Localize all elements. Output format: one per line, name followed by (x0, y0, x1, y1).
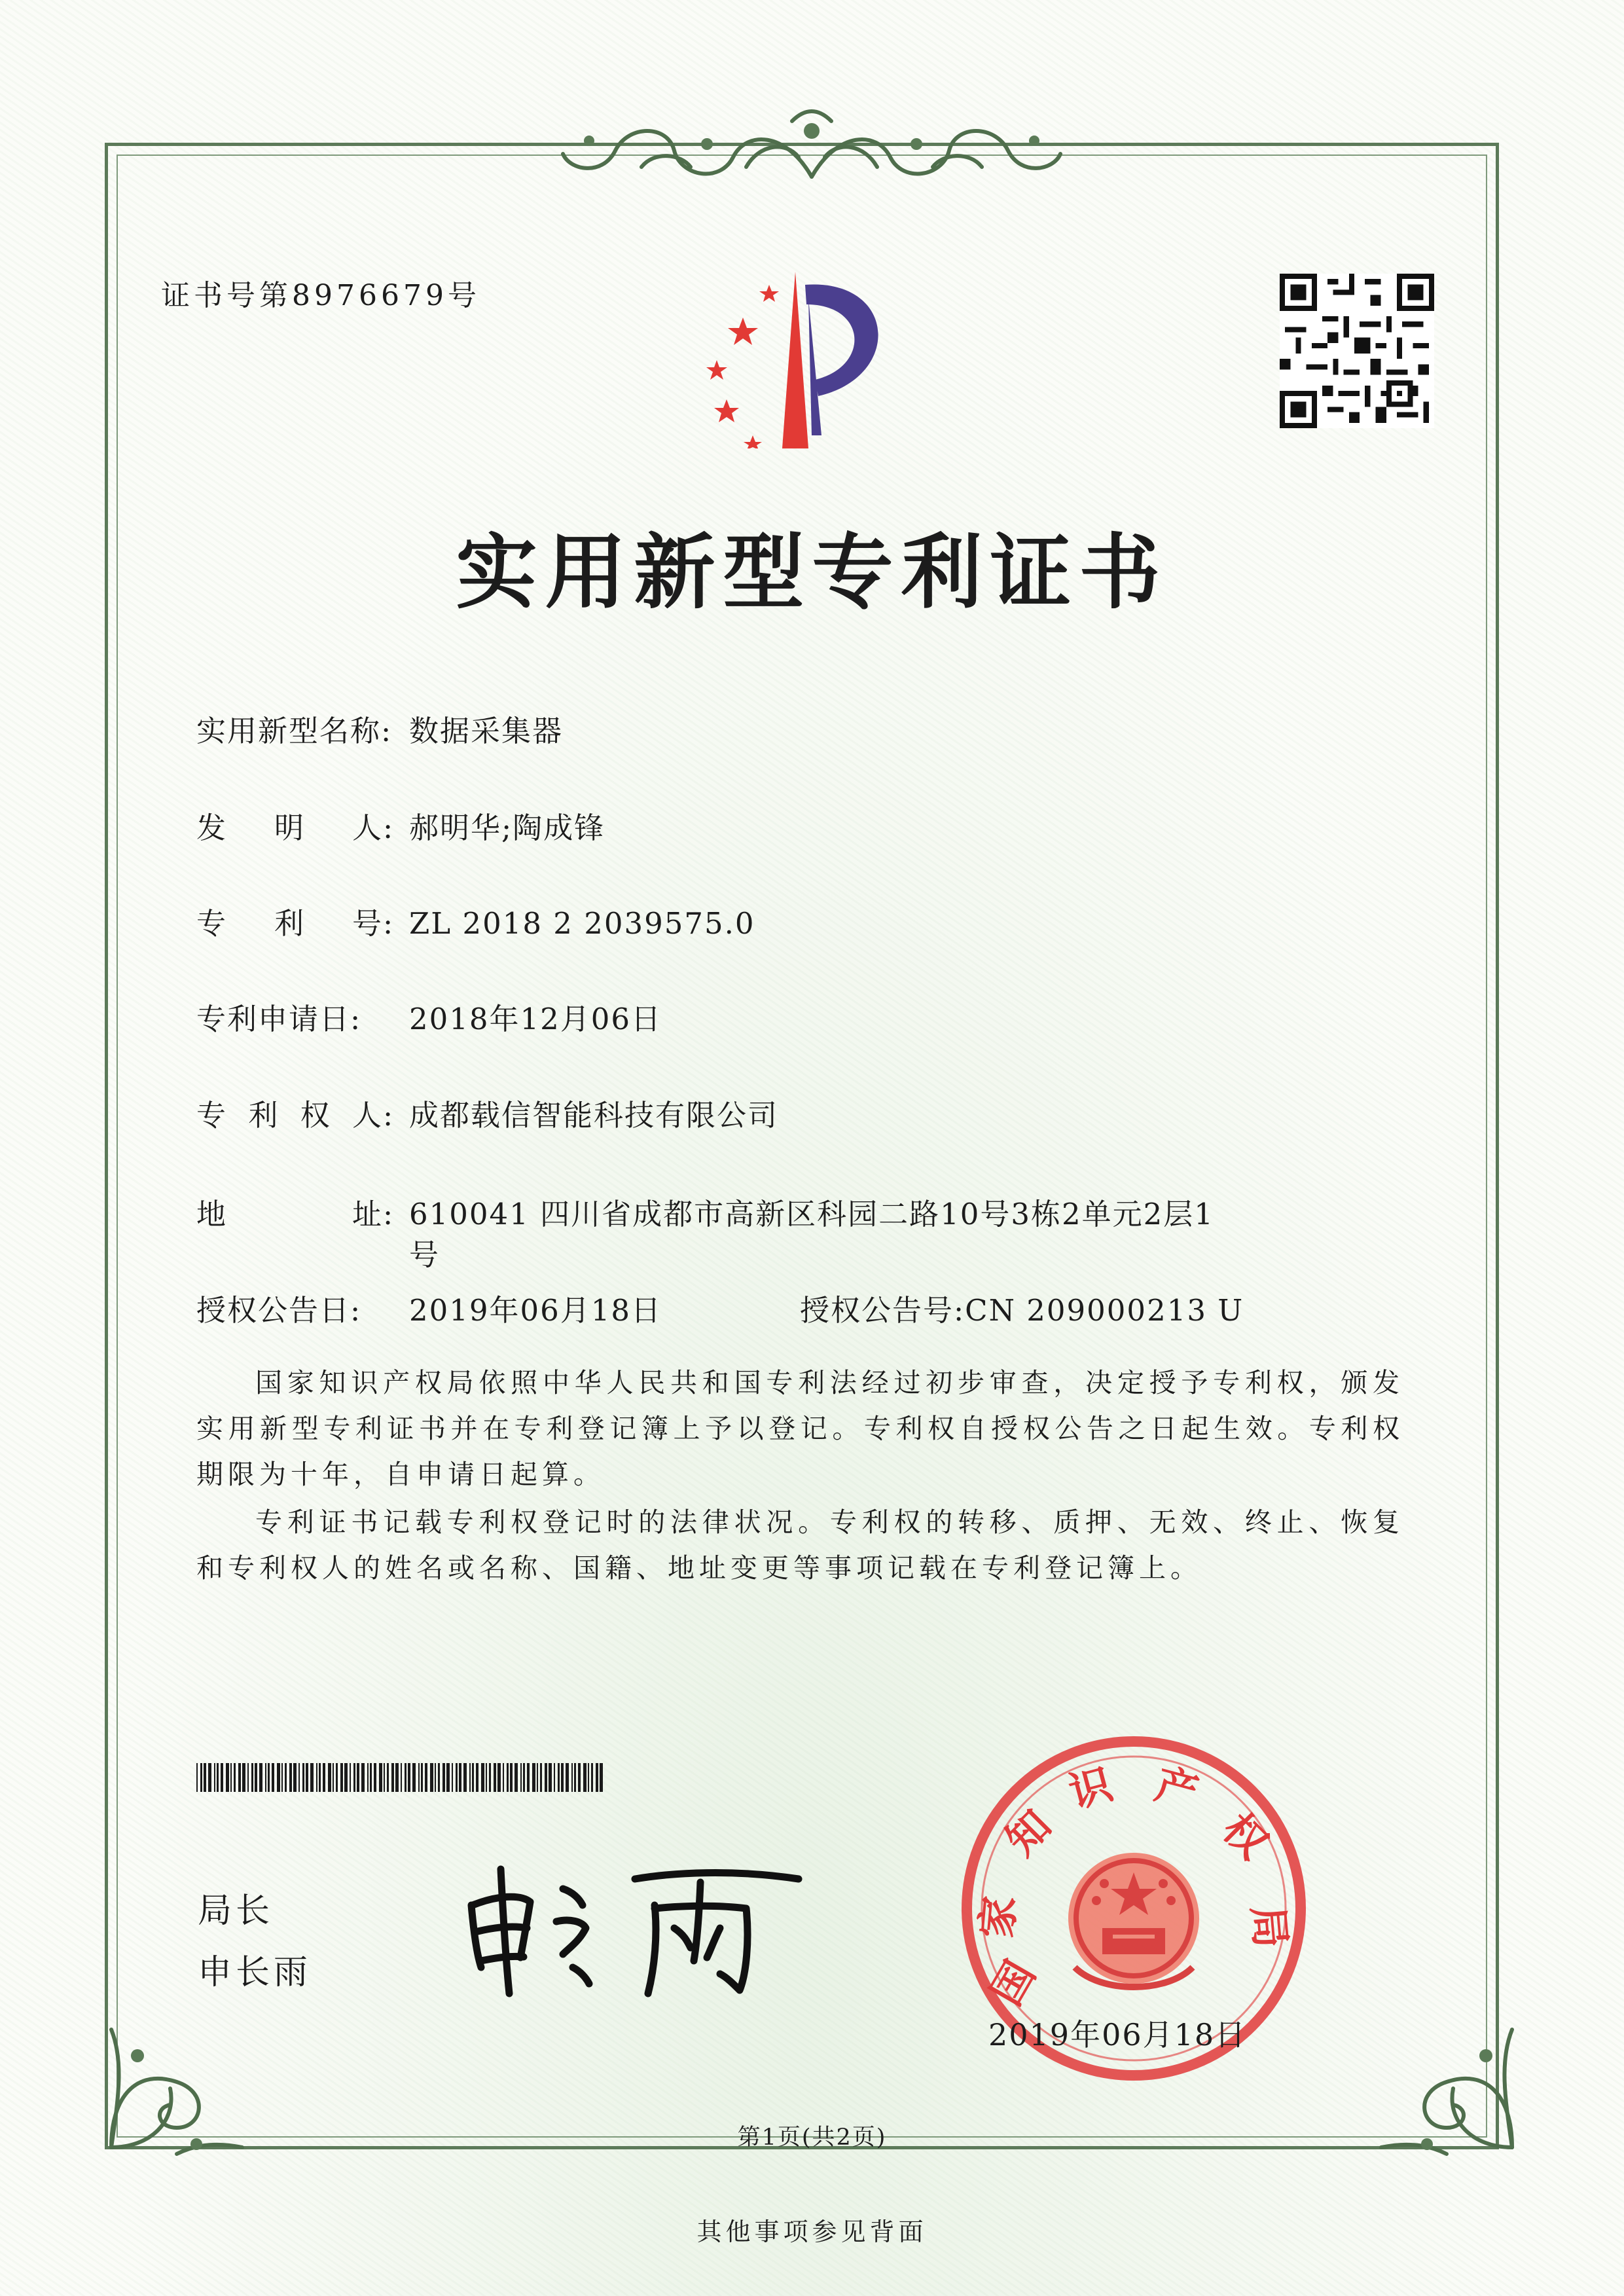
cnipa-logo-icon (681, 259, 929, 448)
seal-date: 2019年06月18日 (988, 2017, 1247, 2052)
field-value: 2019年06月18日 (409, 1293, 662, 1328)
director-name: 申长雨 (198, 1953, 312, 1992)
top-ornament-icon (550, 105, 1074, 190)
field-value: ZL 2018 2 2039575.0 (409, 906, 755, 941)
qr-code-icon (1280, 274, 1434, 428)
field-value: 610041 四川省成都市高新区科园二路10号3栋2单元2层1 (409, 1197, 1214, 1231)
field-label: 授权公告日: (196, 1293, 362, 1328)
svg-text:权: 权 (1213, 1804, 1278, 1868)
svg-text:产: 产 (1149, 1759, 1204, 1818)
field-label: 实用新型名称: (196, 714, 393, 748)
field-value: 数据采集器 (409, 714, 564, 748)
field-label: 发 明 人 : (196, 811, 395, 845)
svg-text:知: 知 (996, 1800, 1061, 1865)
field-patentee (196, 1091, 778, 1134)
page-number: 第1页(共2页) (737, 2124, 887, 2151)
certificate-title: 实用新型专利证书 (456, 525, 1168, 620)
body-paragraph-2: 专利证书记载专利权登记时的法律状况。专利权的转移、质押、无效、终止、恢复和专利权人的姓名或名称、国籍、地址变更等事项记载在专利登记簿上。 (196, 1506, 1404, 1584)
certificate-number: 证书号第8976679号 (161, 279, 480, 312)
field-value: CN 209000213 U (965, 1293, 1244, 1328)
field-grant-date (196, 1286, 662, 1329)
field-value: 2018年12月06日 (409, 1002, 662, 1036)
field-address (196, 1190, 1214, 1233)
field-patent-number (196, 900, 755, 942)
svg-text:局: 局 (1242, 1903, 1295, 1950)
field-label: 专利申请日: (196, 1002, 362, 1036)
svg-text:国: 国 (981, 1952, 1045, 2014)
body-paragraph-1: 国家知识产权局依照中华人民共和国专利法经过初步审查，决定授予专利权，颁发实用新型专利证书并在专利登记簿上予以登记。专利权自授权公告之日起生效。专利权期限为十年，自申请日起算。 (196, 1367, 1404, 1490)
field-label: 专 利 权 人 : (196, 1098, 395, 1133)
field-label: 授权公告号: (800, 1293, 965, 1328)
field-label: 专 利 号 : (196, 906, 395, 941)
svg-text:家: 家 (972, 1893, 1025, 1941)
signature-icon (458, 1843, 812, 2000)
field-value: 成都载信智能科技有限公司 (409, 1098, 779, 1133)
back-note: 其他事项参见背面 (696, 2217, 928, 2246)
director-title: 局长 (198, 1891, 274, 1931)
barcode-icon (196, 1763, 605, 1792)
field-address-continuation: 号 (409, 1237, 439, 1272)
field-label: 地 址 : (196, 1197, 395, 1231)
field-inventor (196, 804, 605, 847)
field-grant-number (800, 1286, 1244, 1329)
svg-text:识: 识 (1064, 1759, 1118, 1818)
field-value: 郝明华;陶成锋 (409, 811, 605, 845)
field-filing-date (196, 995, 662, 1038)
field-utility-model-name (196, 707, 563, 750)
